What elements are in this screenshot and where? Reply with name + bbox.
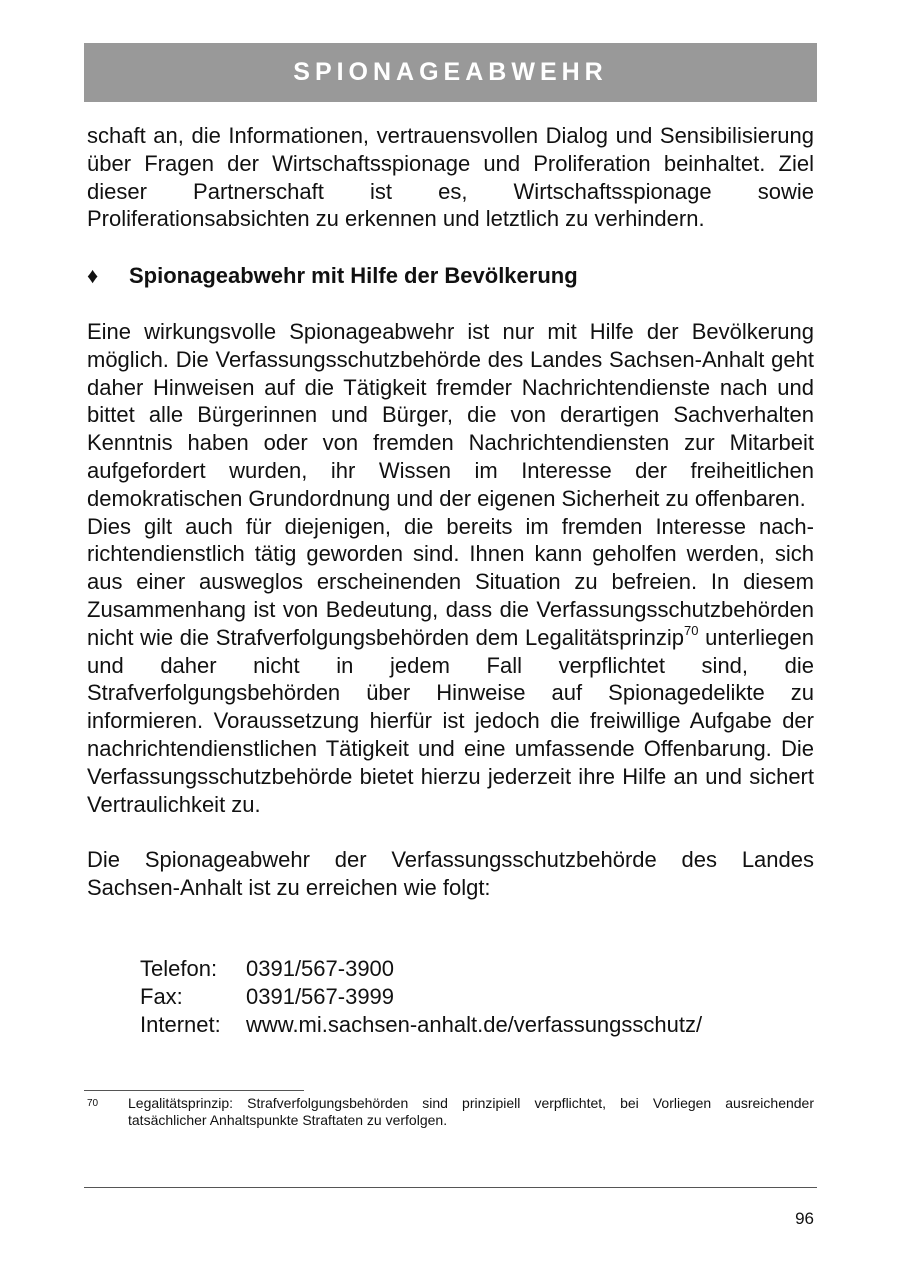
contact-list <box>140 955 702 1039</box>
paragraph-2-start: Dies gilt auch für diejenigen, die bereits im fremden Interesse nachrichtendienstlich tätig geworden sind. Ihnen kann geholfen werden, sich aus einer ausweglos erscheinenden Situation zu befreien. In diesem Zusammenhang ist von Bedeutung, dass die Verfassungsschutzbehörden nicht wie die Strafverfolgungsbehörden dem Legalitätsprinzip <box>87 513 814 650</box>
section-body <box>87 318 814 902</box>
intro-text: schaft an, die Informationen, vertrauensvollen Dialog und Sensibilisierung über Fragen der Wirtschaftsspionage und Proliferation beinhaltet. Ziel dieser Partnerschaft ist es, Wirtschaftsspionage sowie Proliferationsabsichten zu erkennen und letztlich zu verhindern. <box>87 123 814 232</box>
contact-row-phone <box>140 955 702 983</box>
intro-paragraph <box>87 122 814 233</box>
contact-label: Internet: <box>140 1012 221 1037</box>
contact-value: 0391/567-3999 <box>246 984 395 1009</box>
footnote-divider <box>84 1090 304 1091</box>
paragraph-2-end: unterliegen und daher nicht in jedem Fall verpflichtet sind, die Strafverfolgungsbehörden über Hinweise auf Spionagedelikte zu informieren. Voraussetzung hierfür ist jedoch die freiwillige Aufgabe der nachrichtendienstlichen Tätigkeit und eine umfassende Offenbarung. Die Verfassungsschutzbehörde bietet hierzu jederzeit ihre Hilfe an und sichert Vertraulichkeit zu. <box>87 624 814 817</box>
paragraph-2 <box>87 513 814 819</box>
contact-label: Fax: <box>140 984 183 1009</box>
contact-row-fax <box>140 983 702 1011</box>
paragraph-1: Eine wirkungsvolle Spionageabwehr ist nur mit Hilfe der Bevölkerung möglich. Die Verfassungsschutzbehörde des Landes Sachsen-Anhalt geht daher Hinweisen auf die Tätigkeit fremder Nachrichtendienste nach und bittet alle Bürgerinnen und Bürger, die von derartigen Sachverhalten Kenntnis haben oder von fremden Nachrichtendiensten zur Mitarbeit aufgefordert wurden, ihr Wissen im Interesse der freiheitlichen demokratischen Grundordnung und der eigenen Sicherheit zu offenbaren. <box>87 319 814 511</box>
contact-value-link[interactable]: www.mi.sachsen-anhalt.de/verfassungsschutz/ <box>246 1012 703 1037</box>
page-number: 96 <box>795 1209 814 1228</box>
page-header-title: SPIONAGEABWEHR <box>84 43 817 102</box>
contact-label: Telefon: <box>140 956 218 981</box>
footnote-number: 70 <box>87 1098 99 1109</box>
section-heading <box>87 262 814 290</box>
footnote <box>87 1095 814 1129</box>
footer-divider <box>84 1187 817 1188</box>
section-heading-text: Spionageabwehr mit Hilfe der Bevölkerung <box>129 263 578 288</box>
footnote-text: Legalitätsprinzip: Strafverfolgungsbehörden sind prinzipiell verpflichtet, bei Vorliegen ausreichender tatsächlicher Anhaltspunkte Straftaten zu verfolgen. <box>128 1095 814 1128</box>
contact-value: 0391/567-3900 <box>246 956 395 981</box>
diamond-bullet-icon: ♦ <box>87 263 99 288</box>
footnote-reference[interactable]: 70 <box>684 623 699 639</box>
contact-row-internet <box>140 1011 702 1039</box>
paragraph-3: Die Spionageabwehr der Verfassungsschutzbehörde des Landes Sachsen-Anhalt ist zu erreichen wie folgt: <box>87 847 814 900</box>
